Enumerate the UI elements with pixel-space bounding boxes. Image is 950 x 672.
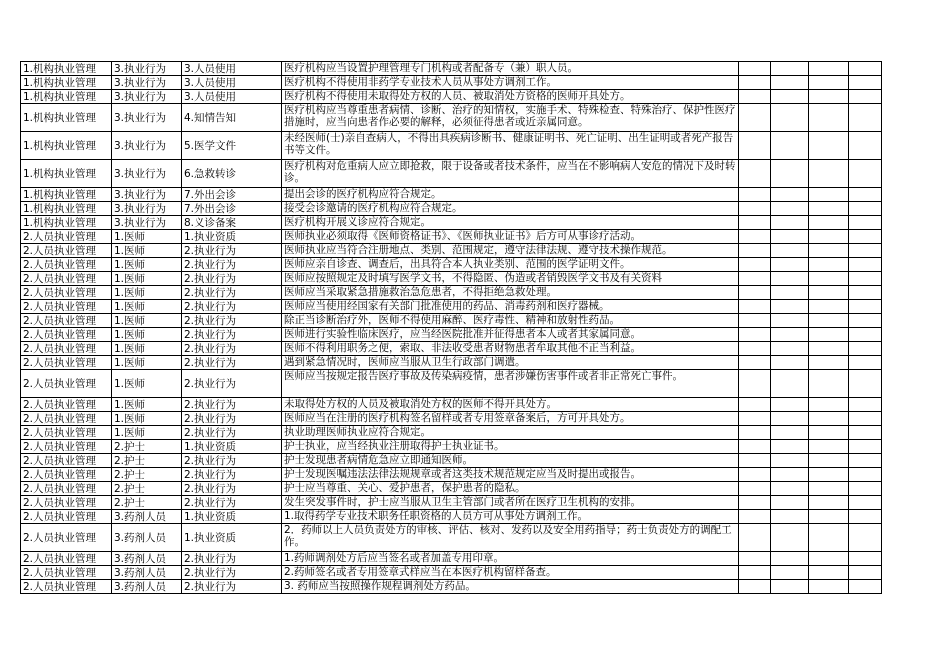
- empty-cell: [849, 356, 882, 370]
- empty-cell: [849, 132, 882, 160]
- subcategory-cell: 2.护士: [112, 440, 182, 454]
- empty-cell: [809, 482, 849, 496]
- empty-cell: [771, 286, 809, 300]
- table-row: [21, 132, 882, 160]
- empty-cell: [849, 90, 882, 104]
- subcategory-cell: 1.医师: [112, 258, 182, 272]
- empty-cell: [809, 76, 849, 90]
- item-cell: 2.执业行为: [182, 566, 282, 580]
- empty-cell: [771, 580, 809, 594]
- subcategory-cell: 1.医师: [112, 328, 182, 342]
- subcategory-cell: 1.医师: [112, 314, 182, 328]
- subcategory-cell: 1.医师: [112, 356, 182, 370]
- requirement-cell: 护士应当尊重、关心、爱护患者，保护患者的隐私。: [282, 482, 739, 496]
- category-cell: 2.人员执业管理: [21, 244, 112, 258]
- empty-cell: [739, 216, 771, 230]
- category-cell: 2.人员执业管理: [21, 230, 112, 244]
- category-cell: 1.机构执业管理: [21, 188, 112, 202]
- table-row: [21, 62, 882, 76]
- empty-cell: [739, 244, 771, 258]
- empty-cell: [849, 104, 882, 132]
- requirement-cell: 护士发现医嘱违法法律法规规章或者这类技术规范规定应当及时提出或报告。: [282, 468, 739, 482]
- requirement-cell: 医师应当使用经国家有关部门批准使用的药品、消毒药剂和医疗器械。: [282, 300, 739, 314]
- empty-cell: [739, 188, 771, 202]
- empty-cell: [771, 552, 809, 566]
- requirement-cell: 执业助理医师执业应符合规定。: [282, 426, 739, 440]
- empty-cell: [809, 202, 849, 216]
- empty-cell: [849, 524, 882, 552]
- table-row: [21, 258, 882, 272]
- category-cell: 2.人员执业管理: [21, 580, 112, 594]
- requirement-cell: 医师进行实验性临床医疗，应当经医院批准并征得患者本人或者其家属同意。: [282, 328, 739, 342]
- category-cell: 2.人员执业管理: [21, 342, 112, 356]
- subcategory-cell: 1.医师: [112, 398, 182, 412]
- subcategory-cell: 3.药剂人员: [112, 566, 182, 580]
- empty-cell: [771, 510, 809, 524]
- requirement-cell: 医师应亲自诊查、调查后，出具符合本人执业类别、范围的医学证明文件。: [282, 258, 739, 272]
- table-row: [21, 272, 882, 286]
- empty-cell: [809, 342, 849, 356]
- subcategory-cell: 3.药剂人员: [112, 524, 182, 552]
- empty-cell: [771, 230, 809, 244]
- empty-cell: [849, 76, 882, 90]
- empty-cell: [809, 328, 849, 342]
- empty-cell: [739, 76, 771, 90]
- empty-cell: [809, 412, 849, 426]
- empty-cell: [809, 104, 849, 132]
- category-cell: 1.机构执业管理: [21, 132, 112, 160]
- category-cell: 2.人员执业管理: [21, 468, 112, 482]
- category-cell: 2.人员执业管理: [21, 286, 112, 300]
- table-row: [21, 552, 882, 566]
- category-cell: 2.人员执业管理: [21, 272, 112, 286]
- table-row: [21, 510, 882, 524]
- item-cell: 2.执业行为: [182, 468, 282, 482]
- empty-cell: [849, 482, 882, 496]
- empty-cell: [849, 314, 882, 328]
- category-cell: 1.机构执业管理: [21, 104, 112, 132]
- requirement-cell: 医师应当在注册的医疗机构签名留样或者专用签章备案后，方可开具处方。: [282, 412, 739, 426]
- item-cell: 2.执业行为: [182, 342, 282, 356]
- requirement-cell: 医疗机构不得使用非药学专业技术人员从事处方调剂工作。: [282, 76, 739, 90]
- requirement-cell: 除正当诊断治疗外，医师不得使用麻醉、医疗毒性、精神和放射性药品。: [282, 314, 739, 328]
- category-cell: 1.机构执业管理: [21, 160, 112, 188]
- item-cell: 2.执业行为: [182, 244, 282, 258]
- empty-cell: [771, 398, 809, 412]
- item-cell: 2.执业行为: [182, 580, 282, 594]
- item-cell: 2.执业行为: [182, 412, 282, 426]
- item-cell: 6.急救转诊: [182, 160, 282, 188]
- empty-cell: [771, 370, 809, 398]
- empty-cell: [739, 412, 771, 426]
- empty-cell: [771, 132, 809, 160]
- category-cell: 2.人员执业管理: [21, 356, 112, 370]
- requirement-cell: 未经医师(士)亲自查病人，不得出具疾病诊断书、健康证明书、死亡证明、出生证明或者死产报告书等文件。: [282, 132, 739, 160]
- empty-cell: [739, 468, 771, 482]
- item-cell: 2.执业行为: [182, 370, 282, 398]
- requirement-cell: 接受会诊邀请的医疗机构应符合规定。: [282, 202, 739, 216]
- table-row: [21, 524, 882, 552]
- empty-cell: [809, 132, 849, 160]
- table-row: [21, 566, 882, 580]
- subcategory-cell: 2.护士: [112, 454, 182, 468]
- table-row: [21, 580, 882, 594]
- table-row: [21, 370, 882, 398]
- table-row: [21, 398, 882, 412]
- category-cell: 2.人员执业管理: [21, 566, 112, 580]
- category-cell: 1.机构执业管理: [21, 202, 112, 216]
- empty-cell: [771, 160, 809, 188]
- table-row: [21, 286, 882, 300]
- subcategory-cell: 1.医师: [112, 272, 182, 286]
- empty-cell: [849, 398, 882, 412]
- item-cell: 5.医学文件: [182, 132, 282, 160]
- empty-cell: [849, 244, 882, 258]
- item-cell: 2.执业行为: [182, 552, 282, 566]
- empty-cell: [739, 286, 771, 300]
- empty-cell: [739, 510, 771, 524]
- empty-cell: [739, 202, 771, 216]
- empty-cell: [771, 356, 809, 370]
- empty-cell: [849, 454, 882, 468]
- requirement-cell: 医疗机构对危重病人应立即抢救，限于设备或者技术条件，应当在不影响病人安危的情况下及时转诊。: [282, 160, 739, 188]
- empty-cell: [771, 314, 809, 328]
- empty-cell: [809, 90, 849, 104]
- table-row: [21, 104, 882, 132]
- empty-cell: [809, 496, 849, 510]
- empty-cell: [849, 552, 882, 566]
- empty-cell: [849, 230, 882, 244]
- empty-cell: [771, 468, 809, 482]
- item-cell: 2.执业行为: [182, 482, 282, 496]
- subcategory-cell: 1.医师: [112, 230, 182, 244]
- subcategory-cell: 1.医师: [112, 370, 182, 398]
- requirement-cell: 医师执业必须取得《医师资格证书》、《医师执业证书》后方可从事诊疗活动。: [282, 230, 739, 244]
- item-cell: 1.执业资质: [182, 230, 282, 244]
- requirement-cell: 护士执业，应当经执业注册取得护士执业证书。: [282, 440, 739, 454]
- empty-cell: [771, 566, 809, 580]
- empty-cell: [771, 496, 809, 510]
- requirement-cell: 2．药师以上人员负责处方的审核、评估、核对、发药以及安全用药指导；药士负责处方的调配工作。: [282, 524, 739, 552]
- requirement-cell: 提出会诊的医疗机构应符合规定。: [282, 188, 739, 202]
- empty-cell: [771, 104, 809, 132]
- empty-cell: [739, 104, 771, 132]
- empty-cell: [849, 286, 882, 300]
- empty-cell: [771, 244, 809, 258]
- empty-cell: [771, 482, 809, 496]
- empty-cell: [739, 90, 771, 104]
- empty-cell: [849, 202, 882, 216]
- requirement-cell: 未取得处方权的人员及被取消处方权的医师不得开具处方。: [282, 398, 739, 412]
- empty-cell: [849, 468, 882, 482]
- empty-cell: [849, 62, 882, 76]
- requirement-cell: 2.药师签名或者专用签章式样应当在本医疗机构留样备查。: [282, 566, 739, 580]
- table-row: [21, 160, 882, 188]
- requirement-cell: 医疗机构应当尊重患者病情、诊断、治疗的知情权，实施手术、特殊检查、特殊治疗、保护性医疗措施时，应当向患者作必要的解释，必须征得患者或近亲属同意。: [282, 104, 739, 132]
- empty-cell: [739, 160, 771, 188]
- subcategory-cell: 2.护士: [112, 482, 182, 496]
- subcategory-cell: 3.执业行为: [112, 216, 182, 230]
- empty-cell: [809, 160, 849, 188]
- empty-cell: [739, 62, 771, 76]
- item-cell: 2.执业行为: [182, 454, 282, 468]
- subcategory-cell: 3.药剂人员: [112, 580, 182, 594]
- empty-cell: [771, 272, 809, 286]
- subcategory-cell: 3.执业行为: [112, 202, 182, 216]
- empty-cell: [849, 300, 882, 314]
- subcategory-cell: 1.医师: [112, 426, 182, 440]
- empty-cell: [771, 62, 809, 76]
- empty-cell: [809, 510, 849, 524]
- empty-cell: [809, 62, 849, 76]
- requirement-cell: 医疗机构开展义诊应符合规定。: [282, 216, 739, 230]
- item-cell: 1.执业资质: [182, 524, 282, 552]
- empty-cell: [739, 314, 771, 328]
- category-cell: 2.人员执业管理: [21, 482, 112, 496]
- requirement-cell: 医师执业应当符合注册地点、类别、范围规定，遵守法律法规、遵守技术操作规范。: [282, 244, 739, 258]
- empty-cell: [771, 90, 809, 104]
- empty-cell: [849, 160, 882, 188]
- empty-cell: [849, 328, 882, 342]
- empty-cell: [849, 272, 882, 286]
- subcategory-cell: 3.药剂人员: [112, 552, 182, 566]
- category-cell: 2.人员执业管理: [21, 370, 112, 398]
- empty-cell: [809, 258, 849, 272]
- item-cell: 1.执业资质: [182, 510, 282, 524]
- empty-cell: [809, 370, 849, 398]
- empty-cell: [771, 412, 809, 426]
- empty-cell: [849, 258, 882, 272]
- empty-cell: [849, 216, 882, 230]
- empty-cell: [739, 566, 771, 580]
- empty-cell: [809, 454, 849, 468]
- subcategory-cell: 3.执业行为: [112, 104, 182, 132]
- empty-cell: [771, 300, 809, 314]
- subcategory-cell: 2.护士: [112, 468, 182, 482]
- item-cell: 2.执业行为: [182, 258, 282, 272]
- empty-cell: [771, 454, 809, 468]
- empty-cell: [739, 552, 771, 566]
- empty-cell: [809, 398, 849, 412]
- empty-cell: [809, 300, 849, 314]
- category-cell: 2.人员执业管理: [21, 496, 112, 510]
- empty-cell: [771, 328, 809, 342]
- category-cell: 2.人员执业管理: [21, 524, 112, 552]
- table-row: [21, 468, 882, 482]
- subcategory-cell: 3.执业行为: [112, 76, 182, 90]
- category-cell: 1.机构执业管理: [21, 90, 112, 104]
- table-row: [21, 328, 882, 342]
- subcategory-cell: 3.执业行为: [112, 90, 182, 104]
- requirement-cell: 护士发现患者病情危急应立即通知医师。: [282, 454, 739, 468]
- table-row: [21, 482, 882, 496]
- item-cell: 8.义诊备案: [182, 216, 282, 230]
- item-cell: 2.执业行为: [182, 356, 282, 370]
- item-cell: 2.执业行为: [182, 398, 282, 412]
- empty-cell: [849, 342, 882, 356]
- empty-cell: [771, 342, 809, 356]
- table-row: [21, 244, 882, 258]
- empty-cell: [809, 244, 849, 258]
- item-cell: 7.外出会诊: [182, 202, 282, 216]
- empty-cell: [809, 580, 849, 594]
- requirement-cell: 1.药师调剂处方后应当签名或者加盖专用印章。: [282, 552, 739, 566]
- item-cell: 2.执业行为: [182, 272, 282, 286]
- item-cell: 2.执业行为: [182, 286, 282, 300]
- category-cell: 2.人员执业管理: [21, 510, 112, 524]
- category-cell: 1.机构执业管理: [21, 76, 112, 90]
- item-cell: 2.执业行为: [182, 496, 282, 510]
- item-cell: 3.人员使用: [182, 76, 282, 90]
- empty-cell: [771, 524, 809, 552]
- empty-cell: [771, 216, 809, 230]
- table-row: [21, 314, 882, 328]
- empty-cell: [739, 426, 771, 440]
- subcategory-cell: 1.医师: [112, 300, 182, 314]
- item-cell: 2.执业行为: [182, 314, 282, 328]
- empty-cell: [849, 566, 882, 580]
- subcategory-cell: 3.执业行为: [112, 62, 182, 76]
- empty-cell: [771, 426, 809, 440]
- item-cell: 7.外出会诊: [182, 188, 282, 202]
- requirement-cell: 医师不得利用职务之便，索取、非法收受患者财物患者牟取其他不正当利益。: [282, 342, 739, 356]
- empty-cell: [739, 524, 771, 552]
- table-row: [21, 426, 882, 440]
- subcategory-cell: 3.药剂人员: [112, 510, 182, 524]
- item-cell: 2.执业行为: [182, 328, 282, 342]
- empty-cell: [809, 286, 849, 300]
- category-cell: 2.人员执业管理: [21, 552, 112, 566]
- empty-cell: [739, 272, 771, 286]
- empty-cell: [809, 426, 849, 440]
- item-cell: 2.执业行为: [182, 300, 282, 314]
- empty-cell: [809, 524, 849, 552]
- category-cell: 2.人员执业管理: [21, 426, 112, 440]
- item-cell: 3.人员使用: [182, 62, 282, 76]
- requirement-cell: 1.取得药学专业技术职务任职资格的人员方可从事处方调剂工作。: [282, 510, 739, 524]
- empty-cell: [809, 272, 849, 286]
- subcategory-cell: 1.医师: [112, 342, 182, 356]
- category-cell: 2.人员执业管理: [21, 412, 112, 426]
- empty-cell: [739, 496, 771, 510]
- category-cell: 2.人员执业管理: [21, 314, 112, 328]
- category-cell: 2.人员执业管理: [21, 454, 112, 468]
- empty-cell: [739, 440, 771, 454]
- requirement-cell: 发生突发事件时，护士应当服从卫生主管部门或者所在医疗卫生机构的安排。: [282, 496, 739, 510]
- category-cell: 1.机构执业管理: [21, 216, 112, 230]
- table-row: [21, 342, 882, 356]
- empty-cell: [809, 216, 849, 230]
- category-cell: 2.人员执业管理: [21, 398, 112, 412]
- regulation-table: [20, 61, 882, 594]
- requirement-cell: 医师应当按规定报告医疗事故及传染病疫情，患者涉嫌伤害事件或者非正常死亡事件。: [282, 370, 739, 398]
- empty-cell: [849, 412, 882, 426]
- empty-cell: [809, 314, 849, 328]
- subcategory-cell: 1.医师: [112, 286, 182, 300]
- empty-cell: [739, 370, 771, 398]
- table-row: [21, 188, 882, 202]
- empty-cell: [771, 76, 809, 90]
- item-cell: 2.执业行为: [182, 426, 282, 440]
- category-cell: 2.人员执业管理: [21, 440, 112, 454]
- empty-cell: [809, 440, 849, 454]
- empty-cell: [809, 230, 849, 244]
- table-row: [21, 216, 882, 230]
- table-row: [21, 496, 882, 510]
- table-row: [21, 454, 882, 468]
- empty-cell: [849, 370, 882, 398]
- empty-cell: [771, 202, 809, 216]
- empty-cell: [849, 496, 882, 510]
- empty-cell: [739, 132, 771, 160]
- empty-cell: [739, 356, 771, 370]
- empty-cell: [771, 258, 809, 272]
- empty-cell: [849, 188, 882, 202]
- item-cell: 3.人员使用: [182, 90, 282, 104]
- empty-cell: [739, 454, 771, 468]
- requirement-cell: 医疗机构不得使用未取得处方权的人员、被取消处方资格的医师开具处方。: [282, 90, 739, 104]
- item-cell: 1.执业资质: [182, 440, 282, 454]
- subcategory-cell: 2.护士: [112, 496, 182, 510]
- empty-cell: [771, 440, 809, 454]
- empty-cell: [739, 230, 771, 244]
- empty-cell: [809, 468, 849, 482]
- table-row: [21, 90, 882, 104]
- empty-cell: [739, 398, 771, 412]
- table-row: [21, 300, 882, 314]
- empty-cell: [849, 426, 882, 440]
- empty-cell: [849, 510, 882, 524]
- requirement-cell: 医疗机构应当设置护理管理专门机构或者配备专（兼）职人员。: [282, 62, 739, 76]
- subcategory-cell: 3.执业行为: [112, 160, 182, 188]
- table-row: [21, 230, 882, 244]
- subcategory-cell: 1.医师: [112, 244, 182, 258]
- empty-cell: [849, 580, 882, 594]
- requirement-cell: 遇到紧急情况时，医师应当服从卫生行政部门调遣。: [282, 356, 739, 370]
- table-row: [21, 440, 882, 454]
- category-cell: 2.人员执业管理: [21, 258, 112, 272]
- requirement-cell: 医师应按照规定及时填写医学文书，不得隐匿、伪造或者销毁医学文书及有关资料: [282, 272, 739, 286]
- empty-cell: [739, 342, 771, 356]
- item-cell: 4.知情告知: [182, 104, 282, 132]
- empty-cell: [809, 552, 849, 566]
- empty-cell: [739, 300, 771, 314]
- empty-cell: [809, 356, 849, 370]
- requirement-cell: 医师应当采取紧急措施救治急危患者，不得拒绝急救处理。: [282, 286, 739, 300]
- empty-cell: [739, 258, 771, 272]
- subcategory-cell: 3.执业行为: [112, 132, 182, 160]
- table-row: [21, 76, 882, 90]
- table-row: [21, 412, 882, 426]
- empty-cell: [739, 482, 771, 496]
- empty-cell: [771, 188, 809, 202]
- table-row: [21, 202, 882, 216]
- category-cell: 2.人员执业管理: [21, 300, 112, 314]
- table-row: [21, 356, 882, 370]
- subcategory-cell: 1.医师: [112, 412, 182, 426]
- category-cell: 2.人员执业管理: [21, 328, 112, 342]
- empty-cell: [849, 440, 882, 454]
- category-cell: 1.机构执业管理: [21, 62, 112, 76]
- empty-cell: [739, 328, 771, 342]
- empty-cell: [809, 566, 849, 580]
- requirement-cell: 3. 药师应当按照操作规程调剂处方药品。: [282, 580, 739, 594]
- empty-cell: [809, 188, 849, 202]
- subcategory-cell: 3.执业行为: [112, 188, 182, 202]
- empty-cell: [739, 580, 771, 594]
